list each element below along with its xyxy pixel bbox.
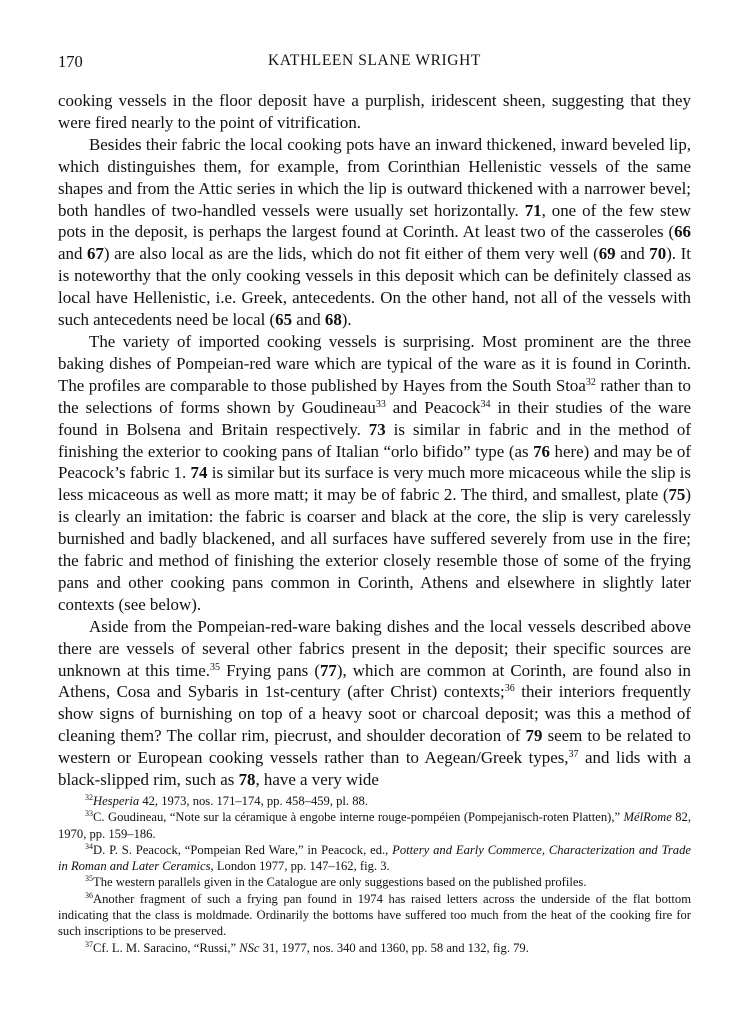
page-header (58, 52, 691, 74)
catalogue-ref: 79 (525, 726, 543, 746)
paragraph-2: Besides their fabric the local cooking pots have an inward thickened, inward beveled lip, which distinguishes them, for example, from Corinthian Hellenistic vessels of the same shapes and from the Attic series in which the lip is outward thickened with a narrower bevel; both handles of two-handled vessels were usually set horizontally. 71, one of the few stew pots in the deposit, is perhaps the largest found at Corinth. At least two of the casseroles (66 and 67) are also local as are the lids, which do not fit either of them very well (69 and 70). It is noteworthy that the only cooking vessels in this deposit which can be definitely classed as local have Hellenistic, i.e. Greek, antecedents. On the other hand, not all of the vessels with such antecedents need be local (65 and 68). (58, 134, 691, 330)
footnote-marker: 37 (568, 749, 579, 761)
footnote-32: $^{32}$Hesperia 42, 1973, nos. 171–174, pp. 458–459, pl. 88. (85, 793, 368, 808)
catalogue-ref: 70 (649, 244, 667, 264)
footnote-marker: 33 (375, 398, 386, 410)
catalogue-ref: 65 (275, 310, 293, 330)
catalogue-ref: 67 (87, 244, 104, 264)
catalogue-ref: 77 (319, 660, 337, 680)
body-text (58, 90, 691, 791)
footnote-34: $^{34}$D. P. S. Peacock, “Pompeian Red Ware,” in Peacock, ed., Pottery and Early Commerce, Characterization and Trade in Roman and Later Ceramics, London 1977, pp. 147–162, fig. 3. (58, 841, 691, 874)
catalogue-ref: 68 (324, 310, 342, 330)
catalogue-ref: 66 (674, 222, 691, 242)
catalogue-ref: 75 (668, 485, 686, 505)
catalogue-ref: 73 (368, 419, 386, 439)
footnote-marker: 35 (210, 661, 221, 673)
catalogue-ref: 78 (238, 770, 256, 790)
footnote-37: $^{37}$Cf. L. M. Saracino, “Russi,” NSc 31, 1977, nos. 340 and 1360, pp. 58 and 132, fig. 79. (85, 939, 529, 955)
catalogue-ref: 74 (190, 463, 208, 483)
footnotes (58, 793, 691, 956)
catalogue-ref: 69 (598, 244, 616, 264)
paragraph-1: cooking vessels in the floor deposit have a purplish, iridescent sheen, suggesting that they were fired nearly to the point of vitrification. (58, 91, 691, 132)
footnote-33: $^{33}$C. Goudineau, “Note sur la céramique à engobe interne rouge-pompéien (Pompejanisch-roten Platten),” MélRome 82, 1970, pp. 159–186. (58, 809, 691, 841)
footnote-marker: 36 (504, 683, 515, 695)
running-title: KATHLEEN SLANE WRIGHT (268, 52, 481, 69)
paragraph-3: The variety of imported cooking vessels is surprising. Most prominent are the three baking dishes of Pompeian-red ware which are typical of the ware as it is found in Corinth. The profiles are comparable to those published by Hayes from the South Stoa$^{32}$ rather than to the selections of forms shown by Goudineau$^{33}$ and Peacock$^{34}$ in their studies of the ware found in Bolsena and Britain respectively. 73 is similar in fabric and in the method of finishing the exterior to cooking pans of Italian “orlo bifido” type (as 76 here) and may be of Peacock’s fabric 1. 74 is similar but its surface is very much more micaceous while the slip is less micaceous as well as more matt; it may be of fabric 2. The third, and smallest, plate (75) is clearly an imitation: the fabric is coarser and black at the core, the slip is very carelessly burnished and badly blackened, and all surfaces have suffered severely from use in the fire; the fabric and method of finishing the exterior closely resemble those of some of the frying pans and other cooking pans common in Corinth, Athens and elsewhere in slightly later contexts (see below). (58, 331, 691, 614)
footnote-marker: 32 (585, 376, 596, 388)
paragraph-4: Aside from the Pompeian-red-ware baking dishes and the local vessels described above there are vessels of several other fabrics present in the deposit; their specific sources are unknown at this time.$^{35}$ Frying pans (77), which are common at Corinth, are found also in Athens, Cosa and Sybaris in 1st-century (after Christ) contexts;$^{36}$ their interiors frequently show signs of burnishing on top of a heavy soot or charcoal deposit; was this a method of cleaning them? The collar rim, piecrust, and shoulder decoration of 79 seem to be related to western or European cooking vessels rather than to Aegean/Greek types,$^{37}$ and lids with a black-slipped rim, such as 78, have a very wide (58, 616, 691, 790)
footnote-36: $^{36}$Another fragment of such a frying pan found in 1974 has raised letters across the underside of the flat bottom indicating that the class is moldmade. Ordinarily the bottoms have suffered too much from the heat of the cooking fire for such inscriptions to be preserved. (58, 890, 691, 939)
footnote-marker: 34 (480, 398, 491, 410)
catalogue-ref: 71 (524, 200, 542, 220)
catalogue-ref: 76 (533, 441, 550, 461)
footnote-35: $^{35}$The western parallels given in the Catalogue are only suggestions based on the published profiles. (85, 874, 587, 890)
page-number: 170 (58, 52, 83, 71)
